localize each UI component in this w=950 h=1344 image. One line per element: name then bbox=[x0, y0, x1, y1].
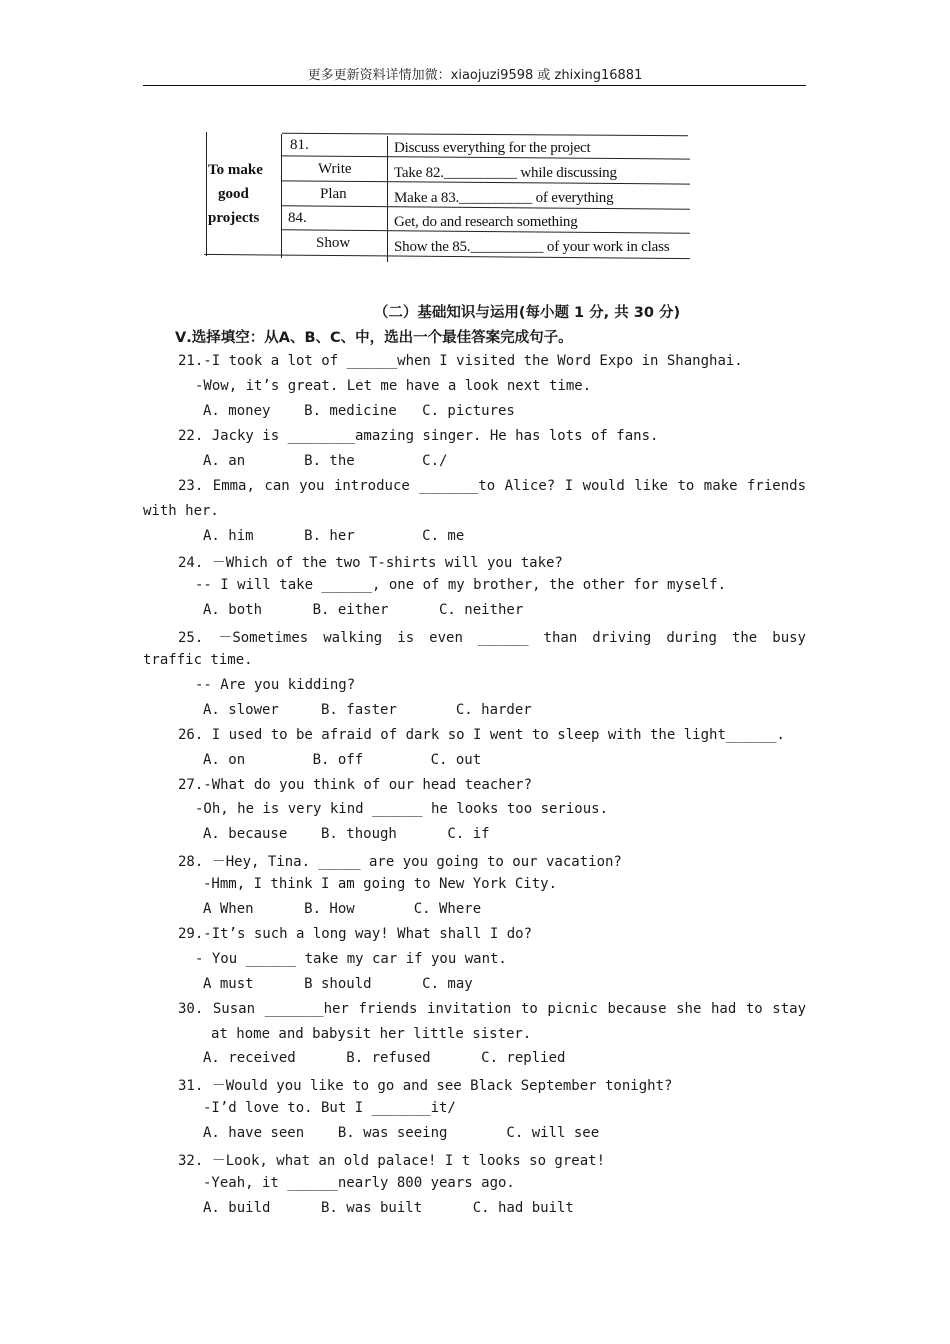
table-cell: Show bbox=[316, 235, 351, 251]
question-line: traffic time. bbox=[143, 652, 253, 668]
answer-options: A When B. How C. Where bbox=[203, 901, 482, 917]
question-line: at home and babysit her little sister. bbox=[211, 1026, 532, 1042]
question-line: -I’d love to. But I _______it/ bbox=[203, 1100, 456, 1116]
question-line: 26. I used to be afraid of dark so I went to sleep with the light______. bbox=[178, 727, 785, 743]
table-left-label bbox=[208, 158, 284, 230]
answer-options: A. build B. was built C. had built bbox=[203, 1200, 574, 1216]
question-line: 25. －Sometimes walking is even ______ than driving during the busy bbox=[178, 630, 806, 646]
question-line: -Wow, it’s great. Let me have a look next time. bbox=[195, 378, 592, 394]
question-line: 29.-It’s such a long way! What shall I do? bbox=[178, 926, 533, 942]
table-border bbox=[281, 134, 282, 258]
answer-options: A. on B. off C. out bbox=[203, 752, 482, 768]
table-border bbox=[282, 133, 688, 136]
question-line: 31. －Would you like to go and see Black September tonight? bbox=[178, 1078, 673, 1094]
table-cell: Take 82.__________ while discussing bbox=[394, 165, 617, 181]
table-cell: 81. bbox=[290, 137, 309, 153]
question-line: -Hmm, I think I am going to New York City. bbox=[203, 876, 558, 892]
question-line: -- Are you kidding? bbox=[195, 677, 356, 693]
answer-options: A must B should C. may bbox=[203, 976, 473, 992]
left-label-line: good bbox=[218, 186, 249, 202]
answer-options: A. received B. refused C. replied bbox=[203, 1050, 566, 1066]
page-header: 更多更新资料详情加微：xiaojuzi9598 或 zhixing16881 bbox=[307, 68, 643, 83]
scanned-table bbox=[204, 130, 692, 268]
header-rule bbox=[143, 85, 806, 86]
question-line: 27.-What do you think of our head teacher? bbox=[178, 777, 533, 793]
answer-options: A. because B. though C. if bbox=[203, 826, 490, 842]
table-cell: Make a 83.__________ of everything bbox=[394, 190, 614, 206]
question-line: with her. bbox=[143, 503, 219, 519]
table-cell: Discuss everything for the project bbox=[394, 140, 591, 156]
answer-options: A. money B. medicine C. pictures bbox=[203, 403, 515, 419]
answer-options: A. an B. the C./ bbox=[203, 453, 448, 469]
table-cell: Plan bbox=[320, 186, 347, 202]
table-cell: Write bbox=[318, 161, 352, 177]
answer-options: A. slower B. faster C. harder bbox=[203, 702, 532, 718]
question-line: 32. －Look, what an old palace! I t looks so great! bbox=[178, 1153, 606, 1169]
question-line: 23. Emma, can you introduce _______to Alice? I would like to make friends bbox=[178, 478, 806, 494]
table-cell: Show the 85.__________ of your work in class bbox=[394, 239, 670, 255]
left-label-line: projects bbox=[208, 210, 260, 226]
section-title: （二）基础知识与运用(每小题 1 分, 共 30 分) bbox=[373, 305, 681, 321]
table-cell: Get, do and research something bbox=[394, 214, 578, 230]
table-border bbox=[387, 136, 388, 262]
question-line: 21.-I took a lot of ______when I visited the Word Expo in Shanghai. bbox=[178, 353, 743, 369]
question-line: - You ______ take my car if you want. bbox=[195, 951, 507, 967]
question-line: -Yeah, it ______nearly 800 years ago. bbox=[203, 1175, 515, 1191]
left-label-line: To make bbox=[208, 162, 263, 178]
question-line: -Oh, he is very kind ______ he looks too serious. bbox=[195, 801, 609, 817]
question-line: 30. Susan _______her friends invitation to picnic because she had to stay bbox=[178, 1001, 806, 1017]
answer-options: A. both B. either C. neither bbox=[203, 602, 524, 618]
section-instruction: Ⅴ.选择填空：从A、B、C、中，选出一个最佳答案完成句子。 bbox=[175, 330, 573, 346]
table-cell: 84. bbox=[288, 210, 307, 226]
answer-options: A. have seen B. was seeing C. will see bbox=[203, 1125, 600, 1141]
question-line: 28. －Hey, Tina. _____ are you going to our vacation? bbox=[178, 854, 622, 870]
question-line: -- I will take ______, one of my brother, the other for myself. bbox=[195, 577, 727, 593]
question-line: 22. Jacky is ________amazing singer. He has lots of fans. bbox=[178, 428, 659, 444]
table-border bbox=[206, 132, 207, 256]
question-line: 24. －Which of the two T-shirts will you take? bbox=[178, 555, 563, 571]
answer-options: A. him B. her C. me bbox=[203, 528, 465, 544]
